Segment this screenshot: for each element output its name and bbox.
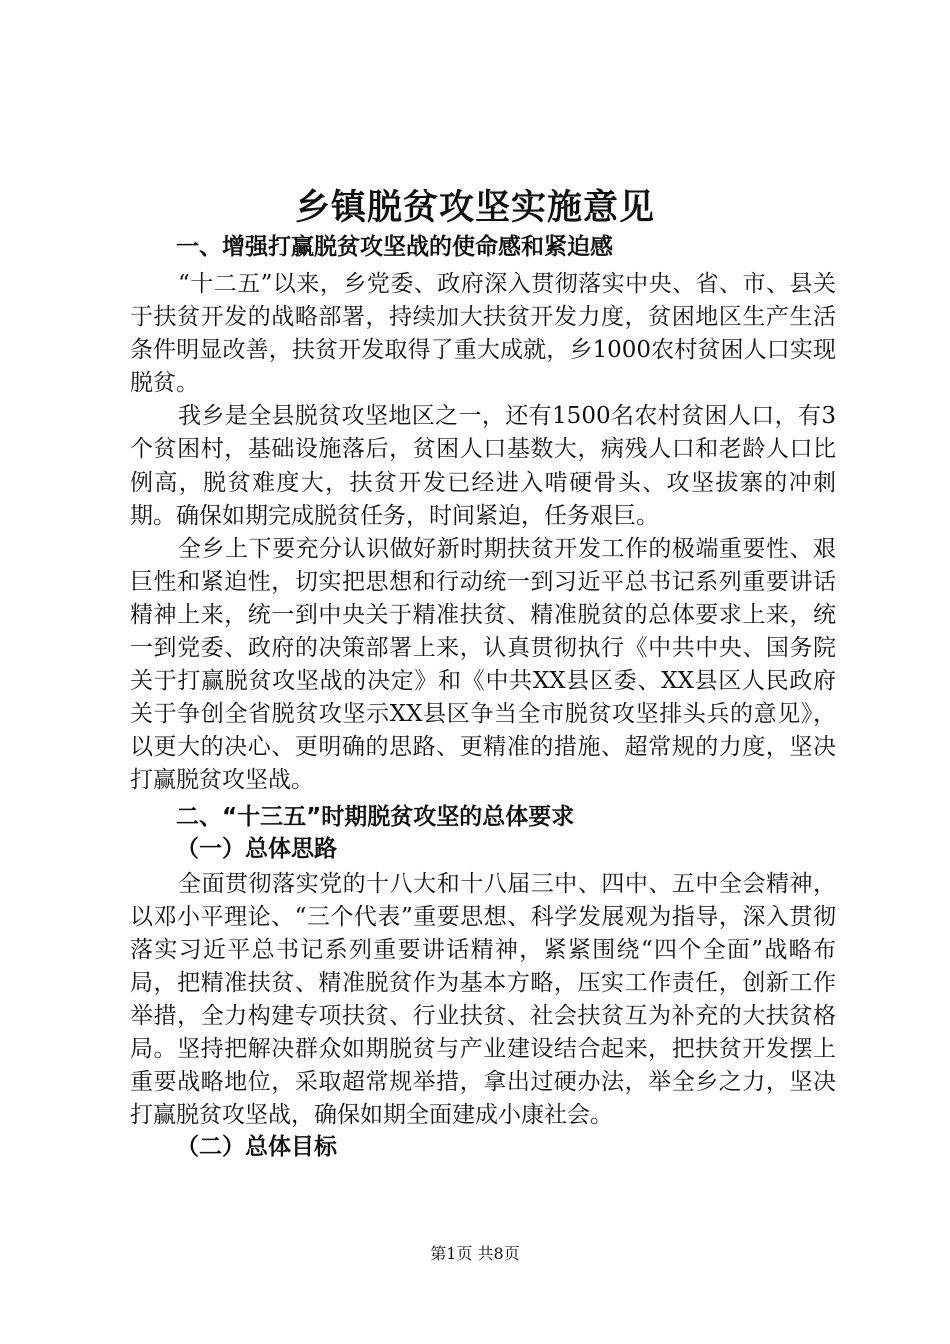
subsection-heading-overall-approach: （一）总体思路 [176,835,337,862]
document-body [130,232,836,1166]
section-heading-2: 二、“十三五”时期脱贫攻坚的总体要求 [176,803,575,830]
paragraph-3: 全乡上下要充分认识做好新时期扶贫开发工作的极端重要性、艰巨性和紧迫性，切实把思想和行动统一到习近平总书记系列重要讲话精神上来，统一到中央关于精准扶贫、精准脱贫的总体要求上来，统一到党委、政府的决策部署上来，认真贯彻执行《中共中央、国务院关于打赢脱贫攻坚战的决定》和《中共XX县区委、XX县区人民政府关于争创全省脱贫攻坚示XX县区争当全市脱贫攻坚排头兵的意见》，以更大的决心、更明确的思路、更精准的措施、超常规的力度，坚决打赢脱贫攻坚战。 [130,535,836,794]
paragraph-4: 全面贯彻落实党的十八大和十八届三中、四中、五中全会精神，以邓小平理论、“三个代表”重要思想、科学发展观为指导，深入贯彻落实习近平总书记系列重要讲话精神，紧紧围绕“四个全面”战略布局，把精准扶贫、精准脱贫作为基本方略，压实工作责任，创新工作举措，全力构建专项扶贫、行业扶贫、社会扶贫互为补充的大扶贫格局。坚持把解决群众如期脱贫与产业建设结合起来，把扶贫开发摆上重要战略地位，采取超常规举措，拿出过硬办法，举全乡之力，坚决打赢脱贫攻坚战，确保如期全面建成小康社会。 [130,870,836,1129]
paragraph-2: 我乡是全县脱贫攻坚地区之一，还有1500名农村贫困人口，有3个贫困村，基础设施落后，贫困人口基数大，病残人口和老龄人口比例高，脱贫难度大，扶贫开发已经进入啃硬骨头、攻坚拔寨的冲刺期。确保如期完成脱贫任务，时间紧迫，任务艰巨。 [130,403,836,529]
page-number-footer: 第1页 共8页 [430,1244,520,1263]
subsection-heading-overall-goal: （二）总体目标 [176,1134,337,1161]
section-heading-1: 一、增强打赢脱贫攻坚战的使命感和紧迫感 [176,234,613,260]
paragraph-1: “十二五”以来，乡党委、政府深入贯彻落实中央、省、市、县关于扶贫开发的战略部署，持续加大扶贫开发力度，贫困地区生产生活条件明显改善，扶贫开发取得了重大成就，乡1000农村贫困人口实现脱贫。 [130,271,836,397]
document-title: 乡镇脱贫攻坚实施意见 [294,188,655,228]
